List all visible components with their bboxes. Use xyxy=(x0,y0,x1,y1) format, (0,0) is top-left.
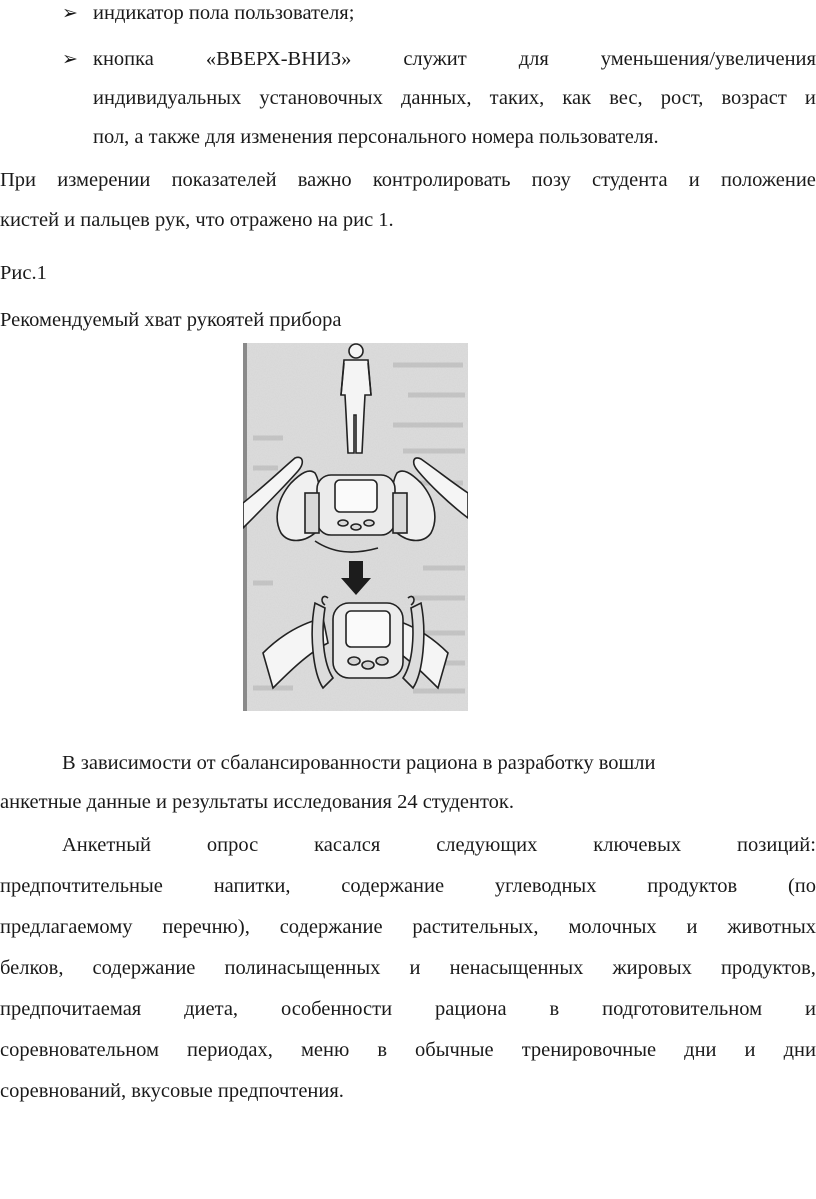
paragraph-3-line-2: предпочтительные напитки, содержание углеводных продуктов (по xyxy=(0,875,816,897)
paragraph-1-line-2: кистей и пальцев рук, что отражено на рис 1. xyxy=(0,209,394,231)
bullet-2-line-1: кнопка «ВВЕРХ-ВНИЗ» служит для уменьшения/увеличения xyxy=(93,48,816,70)
bullet-1-text: индикатор пола пользователя; xyxy=(93,2,355,24)
paragraph-3-line-4: белков, содержание полинасыщенных и ненасыщенных жировых продуктов, xyxy=(0,957,816,979)
bullet-marker: ➢ xyxy=(62,49,78,70)
paragraph-3-line-3: предлагаемому перечню), содержание растительных, молочных и животных xyxy=(0,916,816,938)
paragraph-3-line-6: соревновательном периодах, меню в обычные тренировочные дни и дни xyxy=(0,1039,816,1061)
figure-caption: Рекомендуемый хват рукоятей прибора xyxy=(0,309,342,331)
paragraph-3-line-1: Анкетный опрос касался следующих ключевых позиций: xyxy=(62,834,816,856)
paragraph-1-line-1: При измерении показателей важно контролировать позу студента и положение xyxy=(0,169,816,191)
bullet-marker: ➢ xyxy=(62,3,78,24)
grip-illustration xyxy=(243,343,468,711)
paragraph-2-line-2: анкетные данные и результаты исследования 24 студенток. xyxy=(0,791,514,813)
bullet-2-line-2: индивидуальных установочных данных, таких, как вес, рост, возраст и xyxy=(93,87,816,109)
paragraph-3-line-5: предпочитаемая диета, особенности рациона в подготовительном и xyxy=(0,998,816,1020)
figure-label: Рис.1 xyxy=(0,262,47,284)
paragraph-2-line-1: В зависимости от сбалансированности рациона в разработку вошли xyxy=(62,752,656,774)
bullet-2-line-3: пол, а также для изменения персонального номера пользователя. xyxy=(93,126,659,148)
paragraph-3-line-7: соревнований, вкусовые предпочтения. xyxy=(0,1080,344,1102)
